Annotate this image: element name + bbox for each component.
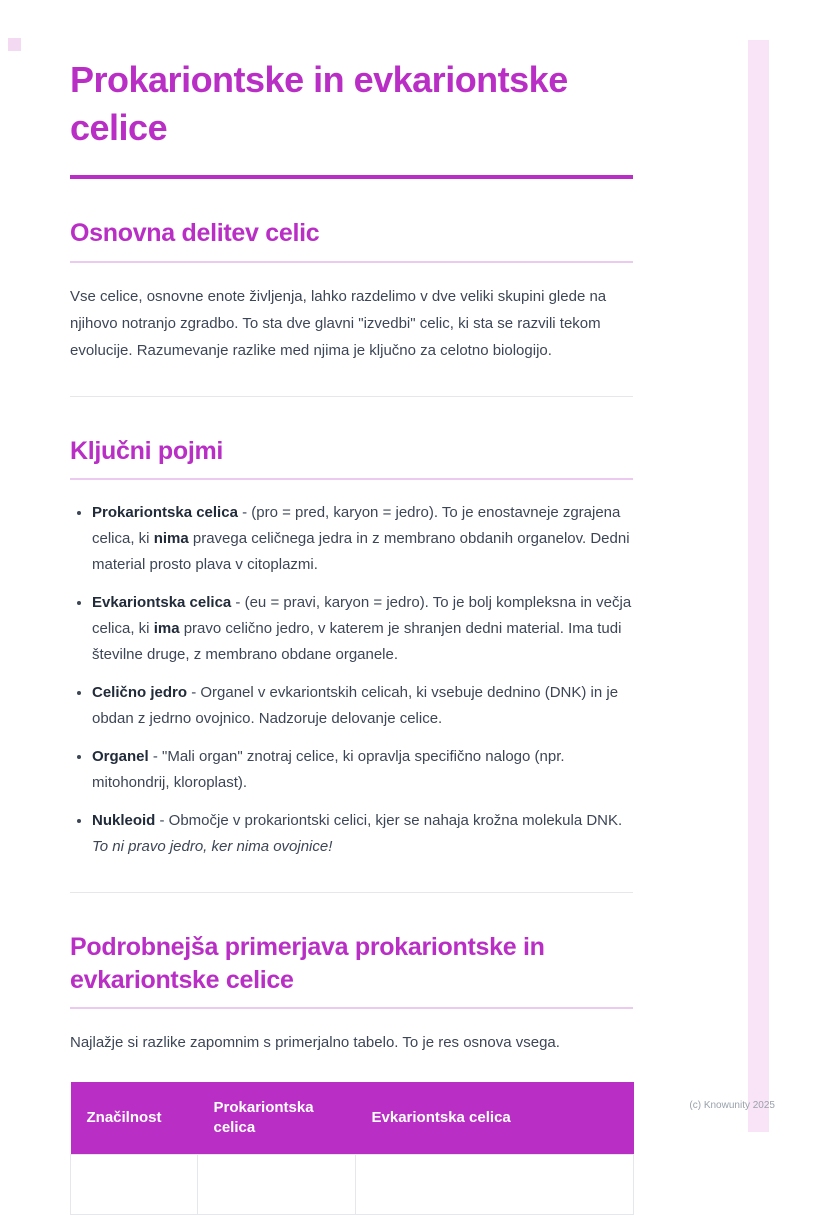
key-term-italic-text: To ni pravo jedro, ker nima ovojnice! [92,838,333,856]
comparison-table [70,1082,634,1215]
key-term-bold-text: nima [153,530,189,548]
table-cell [198,1155,356,1215]
key-term-item [92,500,633,578]
heading-underline [70,478,633,480]
key-term-bold-text: ima [153,620,180,638]
heading-underline [70,261,633,263]
table-header-znacilnost: Značilnost [71,1082,198,1155]
heading-underline [70,1007,633,1009]
key-term-item [92,590,633,668]
page-title: Prokariontske in evkariontske celice [70,59,568,148]
right-decorative-strip [748,40,769,1132]
key-term-text: - Območje v prokariontski celici, kjer se nahaja krožna molekula DNK. [155,812,623,830]
key-term-text: pravega celičnega jedra in z membrano obdanih organelov. Dedni material prosto plava v citoplazmi. [92,530,630,574]
key-term-text: - (eu = pravi, karyon = jedro). To je bolj kompleksna in večja celica, ki [92,594,632,638]
key-term-item [92,808,633,860]
table-row [71,1155,634,1215]
key-term-text: - (pro = pred, karyon = jedro). To je enostavneje zgrajena celica, ki [92,504,621,548]
table-cell [356,1155,634,1215]
table-header-prokariontska-celica: Prokariontska celica [198,1082,356,1155]
table-header-row [71,1082,634,1155]
section-divider [70,892,633,893]
key-term-bold-text: Celično jedro [92,684,188,702]
key-term-bold-text: Evkariontska celica [92,594,232,612]
section-heading: Podrobnejša primerjava prokariontske in evkariontske celice [70,933,545,994]
table-header-evkariontska-celica: Evkariontska celica [356,1082,634,1155]
section-podrobnejsa-primerjava [70,931,633,1215]
table-cell [71,1155,198,1215]
key-term-text: - Organel v evkariontskih celicah, ki vsebuje dednino (DNK) in je obdan z jedrno ovojnico. Nadzoruje delovanje celice. [92,684,619,728]
document-content [70,0,633,1215]
title-divider [70,175,633,179]
section-kljucni-pojmi [70,435,633,861]
key-term-item [92,680,633,732]
section-osnovna-delitev-celic [70,217,633,364]
copyright-notice: (c) Knowunity 2025 [689,1100,775,1111]
key-term-text: pravo celično jedro, v katerem je shranjen dedni material. Ima tudi številne druge, z membrano obdane organele. [92,620,622,664]
key-term-item [92,744,633,796]
key-term-bold-text: Organel [92,748,149,766]
section-heading: Osnovna delitev celic [70,219,320,248]
section-paragraph: Najlažje si razlike zapomnim s primerjalno tabelo. To je res osnova vsega. [70,1034,560,1052]
section-heading: Ključni pojmi [70,436,224,465]
key-term-bold-text: Prokariontska celica [92,504,238,522]
corner-accent-square [8,38,21,51]
key-terms-list [70,500,633,860]
key-term-text: - "Mali organ" znotraj celice, ki opravlja specifično nalogo (npr. mitohondrij, kloroplast). [92,748,565,792]
key-term-bold-text: Nukleoid [92,812,156,830]
section-divider [70,396,633,397]
section-paragraph: Vse celice, osnovne enote življenja, lahko razdelimo v dve veliki skupini glede na njihovo notranjo zgradbo. To sta dve glavni "izvedbi" celic, ki sta se razvili tekom evolucije. Razumevanje razlike med njima je ključno za celotno biologijo. [70,287,607,359]
